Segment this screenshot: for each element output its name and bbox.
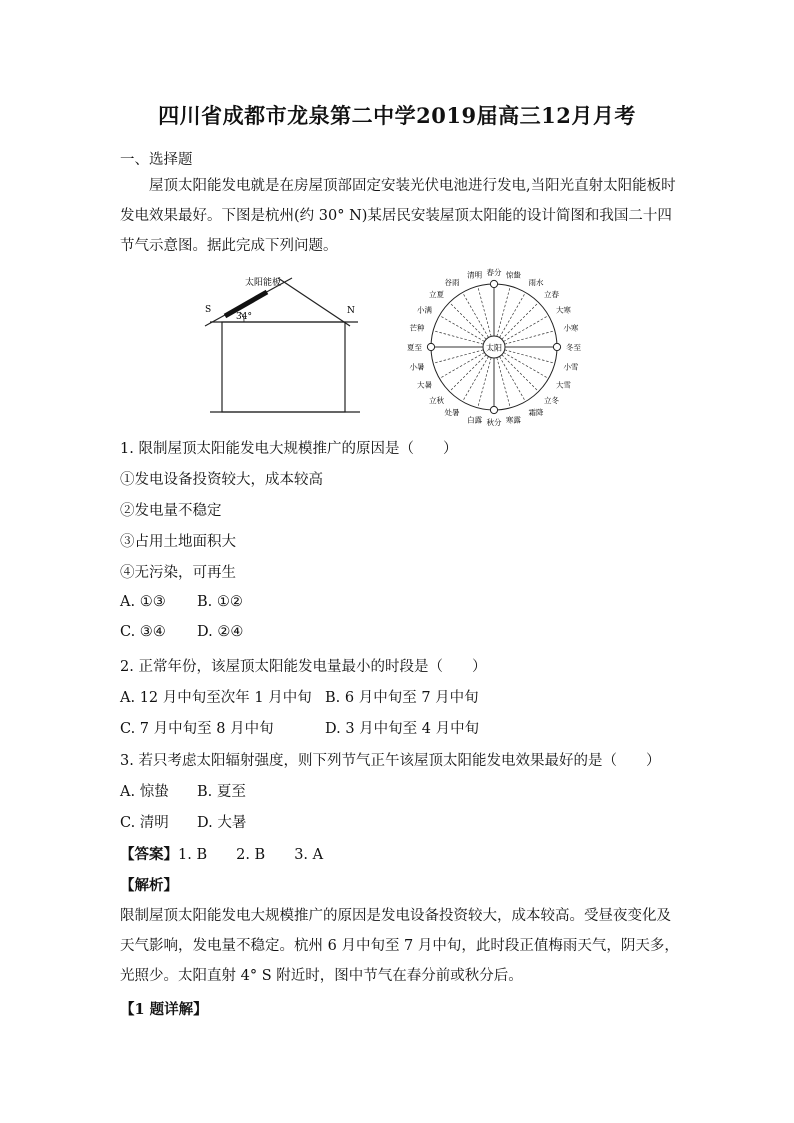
- term-marker: [427, 343, 434, 350]
- term-label: 夏至: [407, 343, 422, 352]
- q3-option-c: C. 清明: [120, 815, 169, 831]
- term-label: 白露: [467, 415, 483, 425]
- q3-option-a: A. 惊蛰: [120, 784, 169, 800]
- term-marker: [490, 406, 497, 413]
- term-spoke: [497, 358, 510, 408]
- q1-stem: 1. 限制屋顶太阳能发电大规模推广的原因是（ ）: [120, 441, 458, 457]
- q1-statement-4: ④无污染，可再生: [120, 565, 236, 581]
- term-spoke: [433, 331, 483, 344]
- term-label: 春分: [486, 268, 502, 277]
- term-spoke: [500, 357, 526, 402]
- section-heading: 一、选择题: [120, 152, 193, 168]
- term-label: 立夏: [428, 289, 444, 299]
- q1-option-a: A. ①③: [120, 594, 166, 610]
- term-label: 大雪: [555, 380, 571, 390]
- q2-option-c: C. 7 月中旬至 8 月中旬: [120, 721, 274, 737]
- angle-label: 34°: [236, 312, 252, 322]
- term-label: 秋分: [486, 418, 502, 427]
- q3-option-d: D. 大暑: [197, 815, 247, 831]
- north-label: N: [347, 306, 355, 316]
- term-label: 小暑: [409, 362, 425, 372]
- term-label: 谷雨: [444, 278, 460, 288]
- analysis-label: 【解析】: [120, 877, 178, 894]
- intro-paragraph: 屋顶太阳能发电就是在房屋顶部固定安装光伏电池进行发电,当阳光直射太阳能板时发电效果最好。下图是杭州(约 30° N)某居民安装屋顶太阳能的设计简图和我国二十四节气示意图。据此完成下列问题。: [120, 178, 676, 254]
- term-spoke: [439, 353, 484, 379]
- term-spoke: [439, 316, 484, 342]
- term-spoke: [505, 331, 555, 344]
- q1-statement-3: ③占用土地面积大: [120, 534, 236, 550]
- term-spoke: [433, 350, 483, 363]
- term-spoke: [502, 302, 539, 339]
- q3-stem: 3. 若只考虑太阳辐射强度，则下列节气正午该屋顶太阳能发电效果最好的是（ ）: [120, 753, 661, 769]
- term-label: 大寒: [555, 305, 571, 315]
- answer-line: [120, 843, 323, 864]
- term-spoke: [505, 350, 555, 363]
- term-spoke: [478, 358, 491, 408]
- term-marker: [553, 343, 560, 350]
- term-spoke: [504, 316, 549, 342]
- term-label: 大暑: [417, 380, 433, 390]
- term-spoke: [478, 286, 491, 336]
- house-diagram: [200, 270, 370, 415]
- term-label: 小寒: [563, 323, 579, 333]
- sun-label: 太阳: [486, 343, 502, 353]
- answer-label: 【答案】: [120, 846, 178, 863]
- answer-text: 1. B 2. B 3. A: [178, 847, 324, 863]
- q2-option-b: B. 6 月中旬至 7 月中旬: [325, 690, 479, 706]
- q2-option-d: D. 3 月中旬至 4 月中旬: [325, 721, 480, 737]
- term-label: 立秋: [428, 396, 444, 406]
- q1-option-c: C. ③④: [120, 624, 166, 640]
- q2-option-a: A. 12 月中旬至次年 1 月中旬: [120, 690, 312, 706]
- term-spoke: [504, 353, 549, 379]
- south-label: S: [205, 305, 212, 315]
- detail-heading: 【1 题详解】: [120, 1001, 208, 1018]
- term-spoke: [502, 355, 539, 392]
- term-label: 霜降: [528, 407, 544, 417]
- q1-option-b: B. ①②: [197, 594, 243, 610]
- term-label: 小满: [417, 305, 433, 315]
- term-label: 小雪: [563, 362, 579, 372]
- roof-right: [278, 278, 350, 326]
- term-label: 立冬: [544, 396, 560, 406]
- term-spoke: [463, 357, 489, 402]
- q3-option-b: B. 夏至: [197, 784, 246, 800]
- term-spoke: [449, 355, 486, 392]
- term-label: 处暑: [444, 407, 460, 417]
- house-wall: [222, 322, 345, 412]
- term-label: 雨水: [528, 278, 544, 288]
- panel-label: 太阳能板: [245, 278, 282, 288]
- term-label: 寒露: [505, 415, 521, 425]
- q1-option-d: D. ②④: [197, 624, 244, 640]
- term-spoke: [500, 292, 526, 337]
- q2-stem: 2. 正常年份，该屋顶太阳能发电量最小的时段是（ ）: [120, 659, 487, 675]
- page-title: 四川省成都市龙泉第二中学2019届高三12月月考: [158, 103, 636, 128]
- term-label: 芒种: [409, 323, 425, 333]
- q1-statement-1: ①发电设备投资较大，成本较高: [120, 472, 323, 488]
- term-label: 惊蛰: [505, 270, 521, 280]
- term-label: 立春: [544, 289, 560, 299]
- term-marker: [490, 280, 497, 287]
- term-label: 清明: [467, 270, 483, 280]
- term-spoke: [449, 302, 486, 339]
- q1-statement-2: ②发电量不稳定: [120, 503, 222, 519]
- analysis-text: 限制屋顶太阳能发电大规模推广的原因是发电设备投资较大，成本较高。受昼夜变化及天气影响，发电量不稳定。杭州 6 月中旬至 7 月中旬，此时段正值梅雨天气，阴天多，光照少。太阳直射 4° S 附近时，图中节气在春分前或秋分后。: [120, 908, 679, 984]
- solar-terms-diagram: [402, 265, 592, 430]
- term-label: 冬至: [566, 343, 581, 352]
- term-spoke: [497, 286, 510, 336]
- term-spoke: [463, 292, 489, 337]
